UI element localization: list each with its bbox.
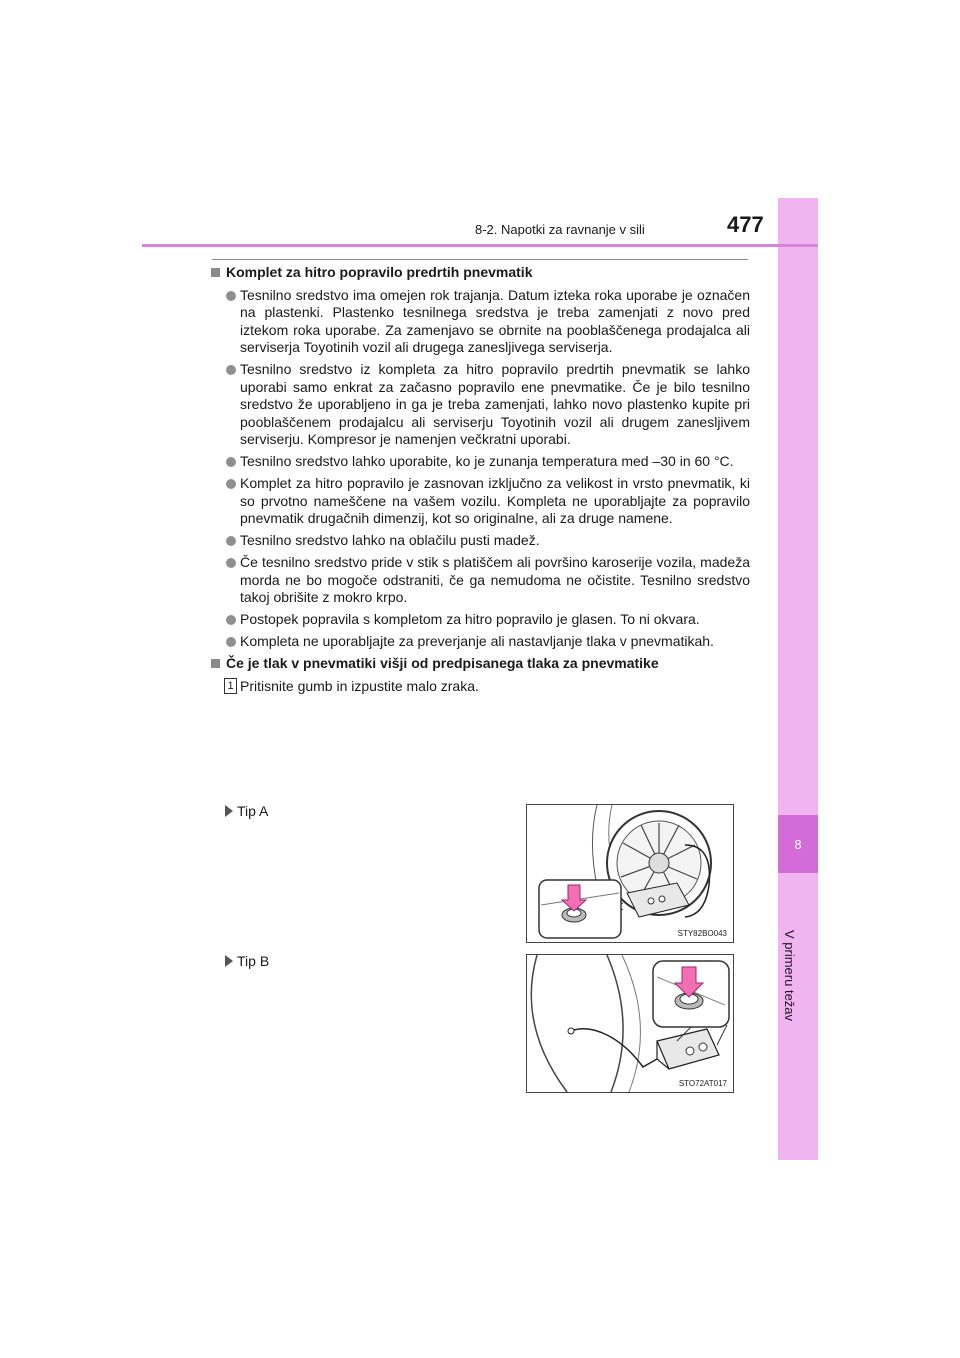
circle-bullet-icon — [226, 615, 236, 625]
list-item — [210, 532, 750, 550]
circle-bullet-icon — [226, 558, 236, 568]
list-item-text: Če tesnilno sredstvo pride v stik s platiščem ali površino karoserije vozila, madeža morda ne bo mogoče odstraniti, če ga nemudoma ne očistite. Tesnilno sredstvo takoj obrišite z mokro krpo. — [240, 554, 750, 605]
chapter-title: V primeru težav — [782, 930, 797, 1022]
list-item-text: Tesnilno sredstvo iz kompleta za hitro popravilo predrtih pnevmatik se lahko uporabi samo enkrat za začasno popravilo ene pnevmatike. Če je bilo tesnilno sredstvo že uporabljeno in ga je treba zamenjati, lahko novo plastenko kupite pri pooblaščenem prodajalcu ali serviserju Toyotinih vozil ali drugem zanesljivem serviserju. Kompresor je namenjen večkratni uporabi. — [240, 361, 750, 447]
circle-bullet-icon — [226, 637, 236, 647]
list-item — [210, 475, 750, 528]
chapter-number: 8 — [794, 836, 802, 852]
section-title: 8-2. Napotki za ravnanje v sili — [475, 222, 645, 237]
list-item — [210, 361, 750, 449]
list-item-text: Tesnilno sredstvo ima omejen rok trajanja. Datum izteka roka uporabe je označen na plastenki. Plastenko tesnilnega sredstva je treba zamenjati z novo pred iztekom roka uporabe. Za zamenjavo se obrnite na pooblaščenega prodajalca ali serviserja Toyotinih vozil ali drugega zanesljivega serviserja. — [240, 286, 750, 355]
circle-bullet-icon — [226, 536, 236, 546]
list-item-text: Tesnilno sredstvo lahko uporabite, ko je zunanja temperatura med –30 in 60 °C. — [240, 453, 734, 469]
triangle-pointer-icon — [225, 805, 233, 817]
chapter-number-badge — [778, 815, 818, 873]
circle-bullet-icon — [226, 457, 236, 467]
step-text: Pritisnite gumb in izpustite malo zraka. — [240, 677, 479, 694]
header-rule — [142, 244, 818, 247]
list-item-text: Postopek popravila s kompletom za hitro popravilo je glasen. To ni okvara. — [240, 611, 700, 627]
square-bullet-icon — [211, 268, 220, 277]
page-content — [210, 264, 750, 703]
figure-b-code: STO72AT017 — [678, 1079, 727, 1088]
section-heading-text: Komplet za hitro popravilo predrtih pnevmatik — [226, 264, 533, 280]
list-item — [210, 633, 750, 651]
list-item — [210, 554, 750, 607]
content-top-rule — [212, 259, 748, 260]
list-item-text: Kompleta ne uporabljajte za preverjanje ali nastavljanje tlaka v pnevmatikah. — [240, 633, 714, 649]
tip-b-label — [225, 953, 269, 969]
tip-a-label — [225, 803, 268, 819]
square-bullet-icon — [211, 659, 220, 668]
tip-b-text: Tip B — [237, 953, 270, 969]
figure-tip-a — [526, 804, 734, 943]
compressor-tip-a-illustration — [527, 805, 733, 942]
list-item — [210, 287, 750, 357]
figure-tip-b — [526, 954, 734, 1093]
figure-a-code: STY82BO043 — [677, 929, 727, 938]
tip-a-text: Tip A — [237, 803, 269, 819]
circle-bullet-icon — [226, 365, 236, 375]
section-heading-pressure-too-high — [210, 655, 750, 673]
section-heading-quick-repair-kit — [210, 264, 750, 282]
step-1 — [210, 678, 750, 696]
circle-bullet-icon — [226, 479, 236, 489]
page-number: 477 — [727, 212, 764, 237]
step-number-badge: 1 — [224, 678, 237, 694]
circle-bullet-icon — [226, 291, 236, 301]
compressor-tip-b-illustration — [527, 955, 733, 1092]
list-item-text: Komplet za hitro popravilo je zasnovan izključno za velikost in vrsto pnevmatik, ki so prvotno nameščene na vašem vozilu. Kompleta ne uporabljajte za popravilo pnevmatik drugačnih dimenzij, kot so originalne, ali za druge namene. — [240, 475, 750, 526]
list-item-text: Tesnilno sredstvo lahko na oblačilu pusti madež. — [240, 532, 540, 548]
triangle-pointer-icon — [225, 955, 233, 967]
list-item — [210, 453, 750, 471]
section-heading-text: Če je tlak v pnevmatiki višji od predpisanega tlaka za pnevmatike — [226, 655, 659, 671]
list-item — [210, 611, 750, 629]
